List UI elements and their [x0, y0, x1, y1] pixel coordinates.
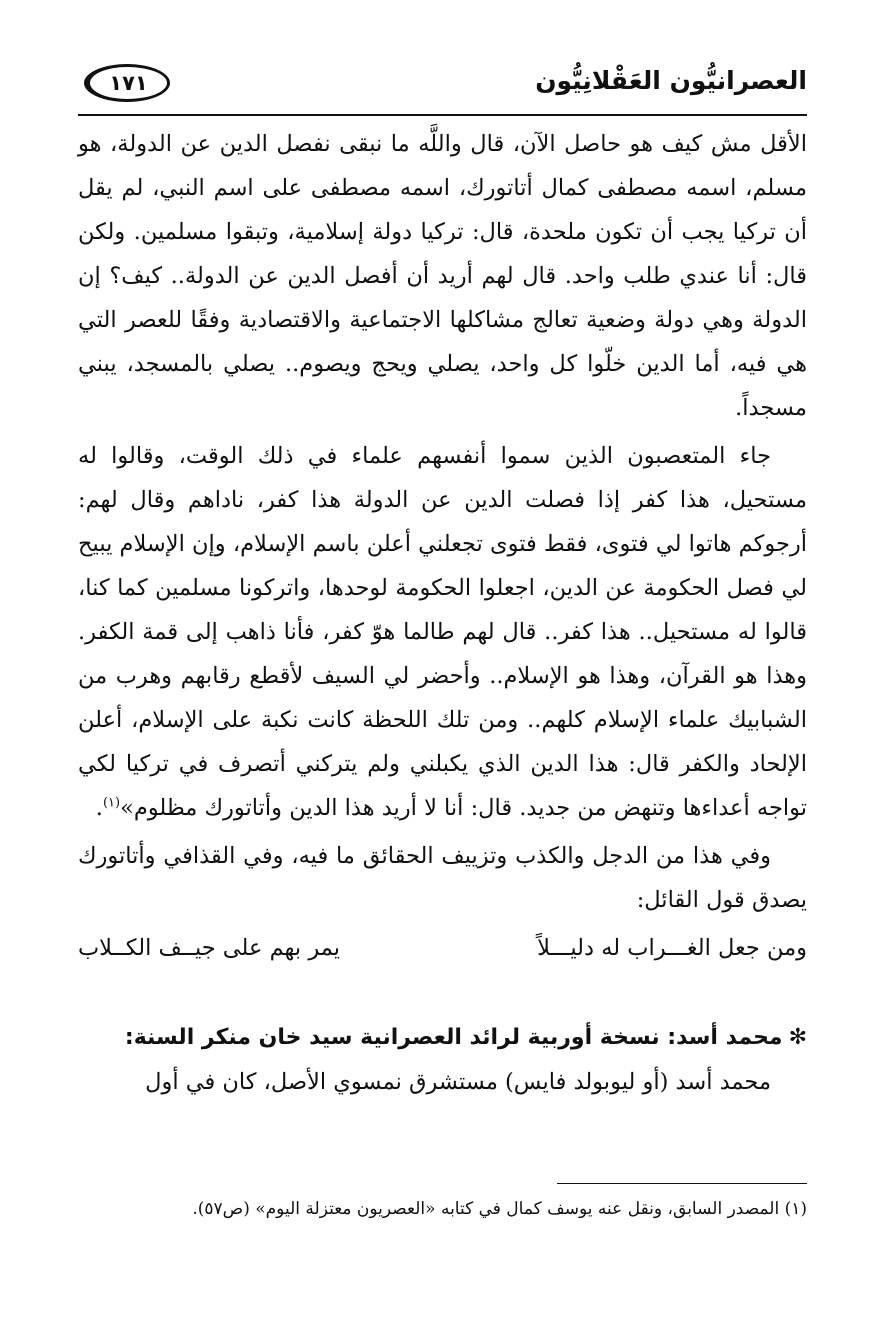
page-header [78, 60, 807, 112]
paragraph: جاء المتعصبون الذين سموا أنفسهم علماء في ذلك الوقت، وقالوا له مستحيل، هذا كفر إذا فصلت الدين عن الدولة هذا كفر، ناداهم وقال لهم: أرجوكم هاتوا لي فتوى، فقط فتوى تجعلني أعلن باسم الإسلام، وإن الإسلام يبيح لي فصل الحكومة عن الدين، اجعلوا الحكومة لوحدها، واتركونا مسلمين كما كنا، قالوا له مستحيل.. هذا كفر.. قال لهم طالما هوّ كفر، فأنا ذاهب إلى قمة الكفر. وهذا هو القرآن، وهذا هو الإسلام.. وأحضر لي السيف لأقطع رقابهم وهرب من الشبابيك علماء الإسلام كلهم.. ومن تلك اللحظة كانت نكبة على الإسلام، أعلن الإلحاد والكفر قال: هذا الدين الذي يكبلني ولم يتركني أتصرف في تركيا لكي تواجه أعداءها وتنهض من جديد. قال: أنا لا أريد هذا الدين وأتاتورك مظلوم»$^{(١)}$. [78, 443, 807, 821]
verse-first-hemistich: ومن جعل الغـــراب له دليـــلاً [537, 935, 807, 961]
footnote: (١) المصدر السابق، ونقل عنه يوسف كمال في كتابه «العصريون معتزلة اليوم» (ص٥٧). [192, 1199, 807, 1219]
paragraph: وفي هذا من الدجل والكذب وتزييف الحقائق ما فيه، وفي القذافي وأتاتورك يصدق قول القائل: [78, 843, 807, 913]
verse-second-hemistich: يمر بهم على جيــف الكــلاب [78, 935, 341, 961]
footnote-reference: (١) [102, 795, 121, 811]
paragraph: الأقل مش كيف هو حاصل الآن، قال واللَّه ما نبقى نفصل الدين عن الدولة، هو مسلم، اسمه مصطفى كمال أتاتورك، اسمه مصطفى على اسم النبي، لم يقل أن تركيا يجب أن تكون ملحدة، قال: تركيا دولة إسلامية، وتبقوا مسلمين. ولكن قال: أنا عندي طلب واحد. قال لهم أريد أن أفصل الدين عن الدولة.. كيف؟ إن الدولة وهي دولة وضعية تعالج مشاكلها الاجتماعية والاقتصادية وفقًا للعصر التي هي فيه، أما الدين خلّوا كل واحد، يصلي ويحج ويصوم.. يصلي بالمسجد، يبني مسجداً. [78, 131, 807, 421]
running-title: العصرانيُّون العَقْلانِيُّون [535, 66, 807, 95]
footnote-rule [557, 1183, 807, 1184]
paragraph-text: جاء المتعصبون الذين سموا أنفسهم علماء في ذلك الوقت، وقالوا له مستحيل، هذا كفر إذا فصلت الدين عن الدولة هذا كفر، ناداهم وقال لهم: أرجوكم هاتوا لي فتوى، فقط فتوى تجعلني أعلن باسم الإسلام، وإن الإسلام يبيح لي فصل الحكومة عن الدين، اجعلوا الحكومة لوحدها، واتركونا مسلمين كما كنا، قالوا له مستحيل.. هذا كفر.. قال لهم طالما هوّ كفر، فأنا ذاهب إلى قمة الكفر. وهذا هو القرآن، وهذا هو الإسلام.. وأحضر لي السيف لأقطع رقابهم وهرب من الشبابيك علماء الإسلام كلهم.. ومن تلك اللحظة كانت نكبة على الإسلام، أعلن الإلحاد والكفر قال: هذا الدين الذي يكبلني ولم يتركني أتصرف في تركيا لكي تواجه أعداءها وتنهض من جديد. قال: أنا لا أريد هذا الدين وأتاتورك مظلوم» [78, 443, 807, 821]
poetry-verse [78, 926, 807, 970]
section-heading-text: محمد أسد: نسخة أوربية لرائد العصرانية سيد خان منكر السنة: [124, 1025, 783, 1050]
paragraph: محمد أسد (أو ليوبولد فايس) مستشرق نمسوي الأصل، كان في أول [145, 1069, 771, 1095]
body-text [78, 122, 807, 1104]
asterisk-icon: ✻ [788, 1025, 807, 1050]
header-rule [78, 114, 807, 116]
page-number: ١٧١ [84, 64, 170, 102]
section-heading [78, 1016, 807, 1060]
